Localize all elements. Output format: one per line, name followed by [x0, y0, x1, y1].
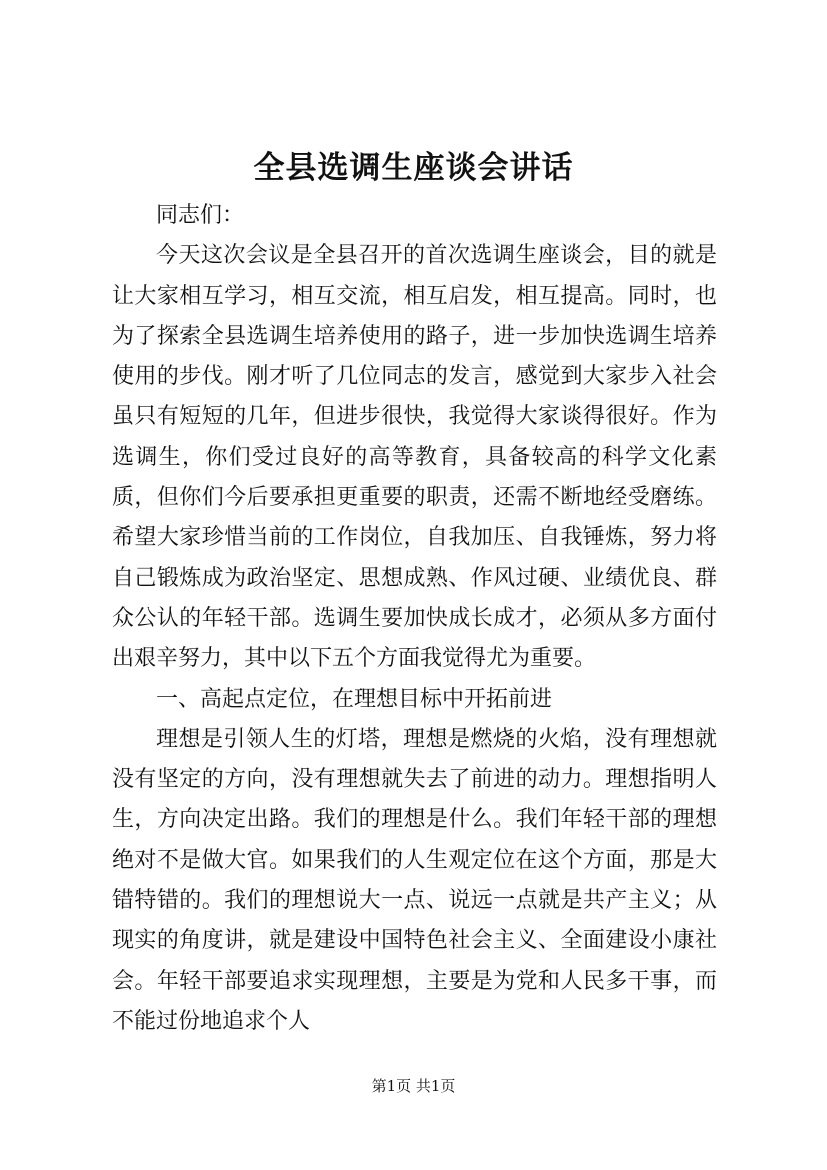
section-heading: 一、高起点定位，在理想目标中开拓前进: [156, 686, 553, 712]
document-title: 全县选调生座谈会讲话: [253, 150, 574, 186]
body-paragraph: 理想是引领人生的灯塔，理想是燃烧的火焰，没有理想就没有坚定的方向，没有理想就失去了前进的动力。理想指明人生，方向决定出路。我们的理想是什么。我们年轻干部的理想绝对不是做大官。如果我们的人生观定位在这个方面，那是大错特错的。我们的理想说大一点、说远一点就是共产主义；从现实的角度讲，就是建设中国特色社会主义、全面建设小康社会。年轻干部要追求实现理想，主要是为党和人民多干事，而不能过份地追求个人: [112, 726, 717, 1034]
document-body: [112, 196, 717, 1042]
salutation-paragraph: 同志们：: [156, 203, 245, 228]
page-footer: 第1页 共1页: [371, 1077, 456, 1095]
body-paragraph: 今天这次会议是全县召开的首次选调生座谈会，目的就是让大家相互学习，相互交流，相互启发，相互提高。同时，也为了探索全县选调生培养使用的路子，进一步加快选调生培养使用的步伐。刚才听了几位同志的发言，感觉到大家步入社会虽只有短短的几年，但进步很快，我觉得大家谈得很好。作为选调生，你们受过良好的高等教育，具备较高的科学文化素质，但你们今后要承担更重要的职责，还需不断地经受磨练。希望大家珍惜当前的工作岗位，自我加压、自我锤炼，努力将自己锻炼成为政治坚定、思想成熟、作风过硬、业绩优良、群众公认的年轻干部。选调生要加快成长成才，必须从多方面付出艰辛努力，其中以下五个方面我觉得尤为重要。: [112, 243, 717, 672]
